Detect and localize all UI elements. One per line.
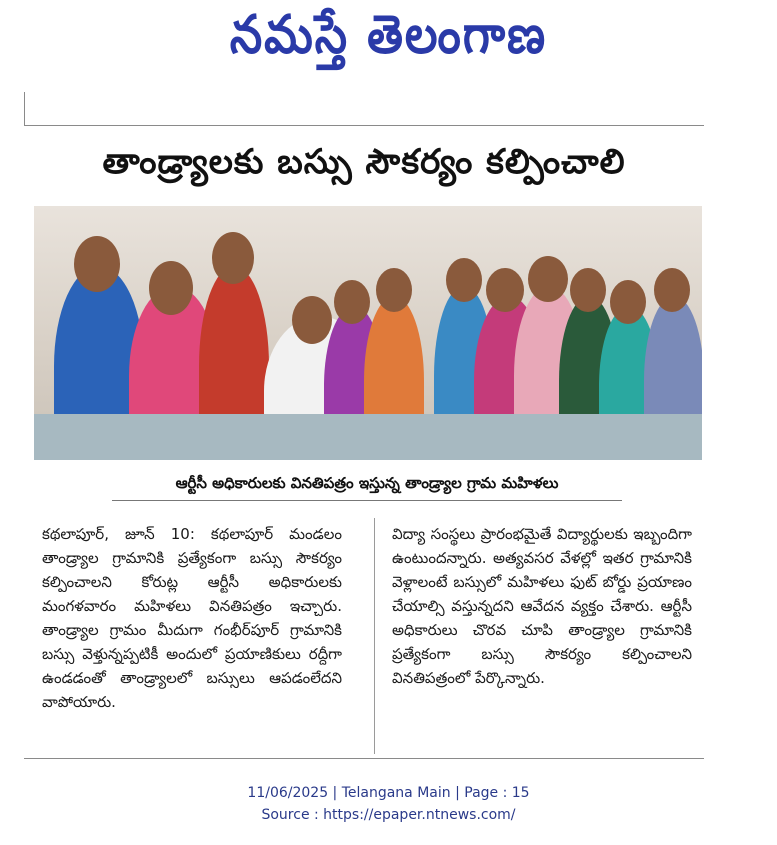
column-divider [374, 518, 375, 754]
footer-source: Source : https://epaper.ntnews.com/ [261, 807, 516, 823]
article-column-right: విద్యా సంస్థలు ప్రారంభమైతే విద్యార్థులకు ఇబ్బందిగా ఉంటుందన్నారు. అత్యవసర వేళల్లో ఇతర గ్రామానికి వెళ్లాలంటే బస్సులో మహిళలు ఫుట్ బోర్డు ప్రయాణం చేయాల్సి వస్తున్నదని ఆవేదన వ్యక్తం చేశారు. ఆర్టీసీ అధికారులు చొరవ చూపి తాండ్ర్యాల గ్రామానికి ప్రత్యేకంగా బస్సు సౌకర్యం కల్పించాలని వినతిపత్రంలో పేర్కొన్నారు. [392, 525, 692, 687]
masthead-title: నమస్తే తెలంగాణ [229, 3, 548, 66]
article-headline: తాండ్ర్యాలకు బస్సు సౌకర్యం కల్పించాలి [102, 142, 626, 182]
clipping-footer [0, 782, 777, 826]
clip-border-top [24, 125, 704, 126]
photo-caption: ఆర్టీసీ అధికారులకు వినతిపత్రం ఇస్తున్న తాండ్ర్యాల గ్రామ మహిళలు [175, 474, 559, 492]
article-column-left: కథలాపూర్, జూన్ 10: కథలాపూర్ మండలం తాండ్ర్యాల గ్రామానికి ప్రత్యేకంగా బస్సు సౌకర్యం కల్పించాలని కోరుట్ల ఆర్టీసీ అధికారులకు మంగళవారం మహిళలు వినతిపత్రం ఇచ్చారు. తాండ్ర్యాల గ్రామం మీదుగా గంభీర్‌పూర్ గ్రామానికి బస్సు వెళ్తున్నప్పటికీ అందులో ప్రయాణికులు రద్దీగా ఉండడంతో తాండ్ర్యాలలో బస్సులు ఆపడంలేదని వాపోయారు. [42, 525, 342, 711]
footer-date-edition-page: 11/06/2025 | Telangana Main | Page : 15 [247, 785, 530, 801]
news-clipping [24, 92, 704, 760]
newspaper-masthead [0, 3, 777, 80]
clip-border-left [24, 92, 25, 126]
article-photo [34, 206, 702, 460]
caption-underline [112, 500, 622, 501]
clip-border-bottom [24, 758, 704, 759]
